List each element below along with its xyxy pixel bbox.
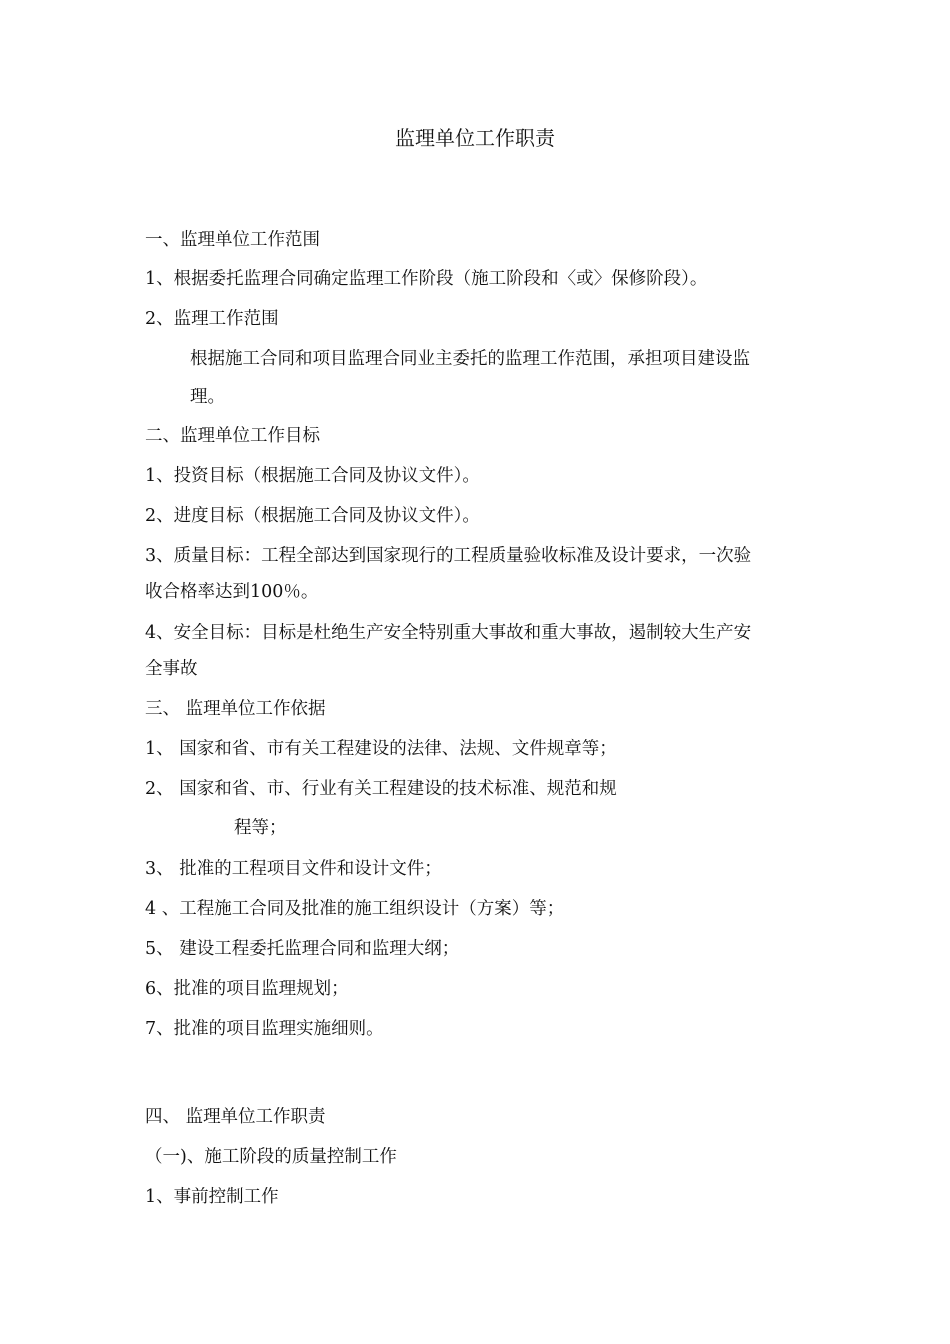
paragraph-line: 2、 国家和省、市、行业有关工程建设的技术标准、规范和规 <box>145 779 617 799</box>
paragraph-line: 5、 建设工程委托监理合同和监理大纲； <box>145 939 460 959</box>
section-heading-2: 二、监理单位工作目标 <box>145 426 320 446</box>
paragraph-line: 3、 批准的工程项目文件和设计文件； <box>145 859 442 879</box>
paragraph-line: 收合格率达到100％。 <box>145 582 319 602</box>
paragraph-line: 理。 <box>190 387 225 407</box>
paragraph-line: 全事故 <box>145 659 198 679</box>
paragraph-line: 1、投资目标（根据施工合同及协议文件）。 <box>145 466 480 486</box>
paragraph-line: 1、 国家和省、市有关工程建设的法律、法规、文件规章等； <box>145 739 617 759</box>
paragraph-line: 4、安全目标：目标是杜绝生产安全特别重大事故和重大事故，遏制较大生产安 <box>145 623 752 643</box>
paragraph-line: 程等； <box>234 818 287 838</box>
paragraph-line: 7、批准的项目监理实施细则。 <box>145 1019 384 1039</box>
paragraph-line: 1、根据委托监理合同确定监理工作阶段（施工阶段和〈或〉保修阶段）。 <box>145 269 708 289</box>
paragraph-line: 6、批准的项目监理规划； <box>145 979 349 999</box>
paragraph-line: 3、质量目标：工程全部达到国家现行的工程质量验收标准及设计要求，一次验 <box>145 546 752 566</box>
subsection-heading: （一)、施工阶段的质量控制工作 <box>145 1147 397 1167</box>
paragraph-line: 根据施工合同和项目监理合同业主委托的监理工作范围，承担项目建设监 <box>190 349 750 369</box>
paragraph-line: 2、监理工作范围 <box>145 309 279 329</box>
paragraph-line: 4 、工程施工合同及批准的施工组织设计（方案）等； <box>145 899 565 919</box>
section-heading-3: 三、 监理单位工作依据 <box>145 699 326 719</box>
section-heading-4: 四、 监理单位工作职责 <box>145 1107 326 1127</box>
paragraph-line: 1、事前控制工作 <box>145 1187 279 1207</box>
section-heading-1: 一、监理单位工作范围 <box>145 230 320 250</box>
document-title: 监理单位工作职责 <box>395 126 555 150</box>
paragraph-line: 2、进度目标（根据施工合同及协议文件）。 <box>145 506 480 526</box>
